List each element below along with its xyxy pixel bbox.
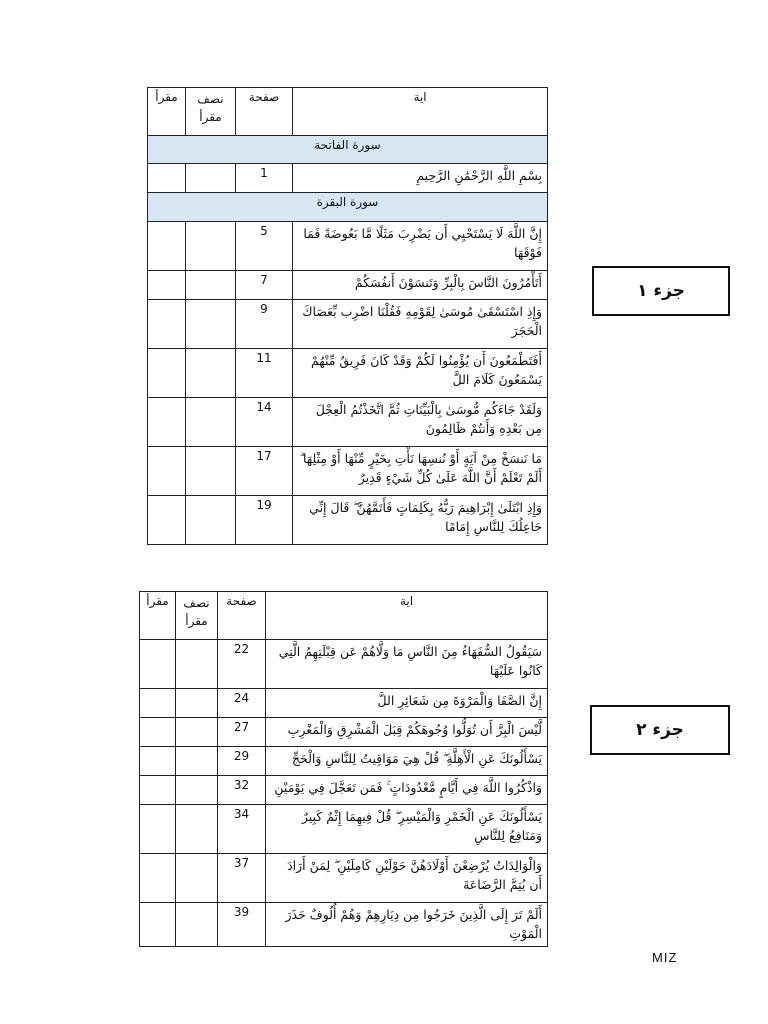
table-row — [140, 640, 548, 689]
surah-heading-baqarah: سورة البقرة — [148, 193, 548, 222]
table-row — [148, 164, 548, 193]
header-ayah: اية — [266, 592, 548, 640]
half-maqra-cell — [186, 496, 236, 545]
half-maqra-cell — [176, 805, 218, 854]
half-maqra-cell — [186, 349, 236, 398]
maqra-cell — [140, 805, 176, 854]
juz2-table — [139, 591, 548, 947]
half-maqra-cell — [186, 164, 236, 193]
header-maqra: مقرأ — [140, 592, 176, 640]
page-cell: 34 — [218, 805, 266, 854]
half-maqra-cell — [186, 398, 236, 447]
maqra-cell — [148, 271, 186, 300]
table-row — [140, 805, 548, 854]
maqra-cell — [140, 718, 176, 747]
maqra-cell — [148, 222, 186, 271]
header-page: صفحة — [236, 88, 293, 136]
header-page: صفحة — [218, 592, 266, 640]
ayah-cell: أَفَتَطْمَعُونَ أَن يُؤْمِنُوا لَكُمْ وَقَدْ كَانَ فَرِيقٌ مِّنْهُمْ يَسْمَعُونَ كَلَامَ اللَّ — [293, 349, 548, 398]
half-maqra-cell — [186, 300, 236, 349]
maqra-cell — [148, 300, 186, 349]
maqra-cell — [140, 640, 176, 689]
maqra-cell — [140, 903, 176, 947]
page-cell: 19 — [236, 496, 293, 545]
header-ayah: اية — [293, 88, 548, 136]
table-row — [148, 496, 548, 545]
table-row — [148, 300, 548, 349]
page-cell: 22 — [218, 640, 266, 689]
page-cell: 1 — [236, 164, 293, 193]
ayah-cell: أَلَمْ تَرَ إِلَى الَّذِينَ خَرَجُوا مِن دِيَارِهِمْ وَهُمْ أُلُوفٌ حَذَرَ الْمَوْتِ — [266, 903, 548, 947]
half-maqra-cell — [186, 222, 236, 271]
page-cell: 9 — [236, 300, 293, 349]
table-row — [148, 349, 548, 398]
ayah-cell: وَإِذِ اسْتَسْقَىٰ مُوسَىٰ لِقَوْمِهِ فَقُلْنَا اضْرِب بِّعَصَاكَ الْحَجَرَ — [293, 300, 548, 349]
ayah-cell: وَاذْكُرُوا اللَّهَ فِي أَيَّامٍ مَّعْدُودَاتٍ ۚ فَمَن تَعَجَّلَ فِي يَوْمَيْنِ — [266, 776, 548, 805]
table-row — [140, 747, 548, 776]
page-cell: 24 — [218, 689, 266, 718]
maqra-cell — [140, 854, 176, 903]
page-cell: 29 — [218, 747, 266, 776]
header-half-maqra: نصف مقرأ — [186, 88, 236, 136]
ayah-cell: يَسْأَلُونَكَ عَنِ الْأَهِلَّةِ ۖ قُلْ هِيَ مَوَاقِيتُ لِلنَّاسِ وَالْحَجِّ — [266, 747, 548, 776]
table-row — [140, 776, 548, 805]
table-row — [140, 689, 548, 718]
page-cell: 14 — [236, 398, 293, 447]
ayah-cell: أَتَأْمُرُونَ النَّاسَ بِالْبِرِّ وَتَنسَوْنَ أَنفُسَكُمْ — [293, 271, 548, 300]
page-cell: 5 — [236, 222, 293, 271]
half-maqra-cell — [176, 747, 218, 776]
ayah-cell: إِنَّ الصَّفَا وَالْمَرْوَةَ مِن شَعَائِرِ اللَّ — [266, 689, 548, 718]
juz1-label: جزء ١ — [592, 266, 730, 316]
page-cell: 7 — [236, 271, 293, 300]
maqra-cell — [140, 689, 176, 718]
ayah-cell: وَإِذِ ابْتَلَىٰ إِبْرَاهِيمَ رَبُّهُ بِكَلِمَاتٍ فَأَتَمَّهُنَّ ۖ قَالَ إِنِّي جَاعِلُكَ لِلنَّاسِ إِمَامًا — [293, 496, 548, 545]
half-maqra-cell — [176, 903, 218, 947]
ayah-cell: بِسْمِ اللَّهِ الرَّحْمَٰنِ الرَّحِيمِ — [293, 164, 548, 193]
page-cell: 39 — [218, 903, 266, 947]
page-cell: 17 — [236, 447, 293, 496]
juz2-label: جزء ٢ — [590, 705, 730, 755]
maqra-cell — [148, 164, 186, 193]
table-row — [140, 718, 548, 747]
ayah-cell: وَالْوَالِدَاتُ يُرْضِعْنَ أَوْلَادَهُنَّ حَوْلَيْنِ كَامِلَيْنِ ۖ لِمَنْ أَرَادَ أَن يُتِمَّ الرَّضَاعَةَ — [266, 854, 548, 903]
maqra-cell — [140, 776, 176, 805]
half-maqra-cell — [176, 640, 218, 689]
ayah-cell: يَسْأَلُونَكَ عَنِ الْخَمْرِ وَالْمَيْسِرِ ۖ قُلْ فِيهِمَا إِثْمٌ كَبِيرٌ وَمَنَافِعُ لِلنَّاسِ — [266, 805, 548, 854]
table-row — [148, 447, 548, 496]
maqra-cell — [148, 496, 186, 545]
ayah-cell: مَا نَنسَخْ مِنْ آيَةٍ أَوْ نُنسِهَا نَأْتِ بِخَيْرٍ مِّنْهَا أَوْ مِثْلِهَا ۗ أَلَمْ تَعْلَمْ أَنَّ اللَّهَ عَلَىٰ كُلِّ شَيْءٍ قَدِيرٌ — [293, 447, 548, 496]
surah-heading-fatiha: سورة الفاتحة — [148, 136, 548, 164]
table-row — [148, 222, 548, 271]
page-cell: 37 — [218, 854, 266, 903]
maqra-cell — [148, 349, 186, 398]
maqra-cell — [140, 747, 176, 776]
ayah-cell: وَلَقَدْ جَاءَكُم مُّوسَىٰ بِالْبَيِّنَاتِ ثُمَّ اتَّخَذْتُمُ الْعِجْلَ مِن بَعْدِهِ وَأَنتُمْ ظَالِمُونَ — [293, 398, 548, 447]
ayah-cell: إِنَّ اللَّهَ لَا يَسْتَحْيِي أَن يَضْرِبَ مَثَلًا مَّا بَعُوضَةً فَمَا فَوْقَهَا — [293, 222, 548, 271]
table-row — [140, 854, 548, 903]
table-row — [140, 903, 548, 947]
header-half-maqra: نصف مقرأ — [176, 592, 218, 640]
maqra-cell — [148, 447, 186, 496]
page-cell: 11 — [236, 349, 293, 398]
page-cell: 32 — [218, 776, 266, 805]
ayah-cell: سَيَقُولُ السُّفَهَاءُ مِنَ النَّاسِ مَا وَلَّاهُمْ عَن قِبْلَتِهِمُ الَّتِي كَانُوا عَلَيْهَا — [266, 640, 548, 689]
half-maqra-cell — [186, 447, 236, 496]
maqra-cell — [148, 398, 186, 447]
half-maqra-cell — [176, 689, 218, 718]
juz1-table — [147, 87, 548, 545]
header-maqra: مقرأ — [148, 88, 186, 136]
half-maqra-cell — [176, 854, 218, 903]
footer-initials: MIZ — [652, 950, 678, 965]
table-row — [148, 271, 548, 300]
page-cell: 27 — [218, 718, 266, 747]
half-maqra-cell — [186, 271, 236, 300]
ayah-cell: لَّيْسَ الْبِرَّ أَن تُوَلُّوا وُجُوهَكُمْ قِبَلَ الْمَشْرِقِ وَالْمَغْرِبِ — [266, 718, 548, 747]
half-maqra-cell — [176, 718, 218, 747]
half-maqra-cell — [176, 776, 218, 805]
table-row — [148, 398, 548, 447]
